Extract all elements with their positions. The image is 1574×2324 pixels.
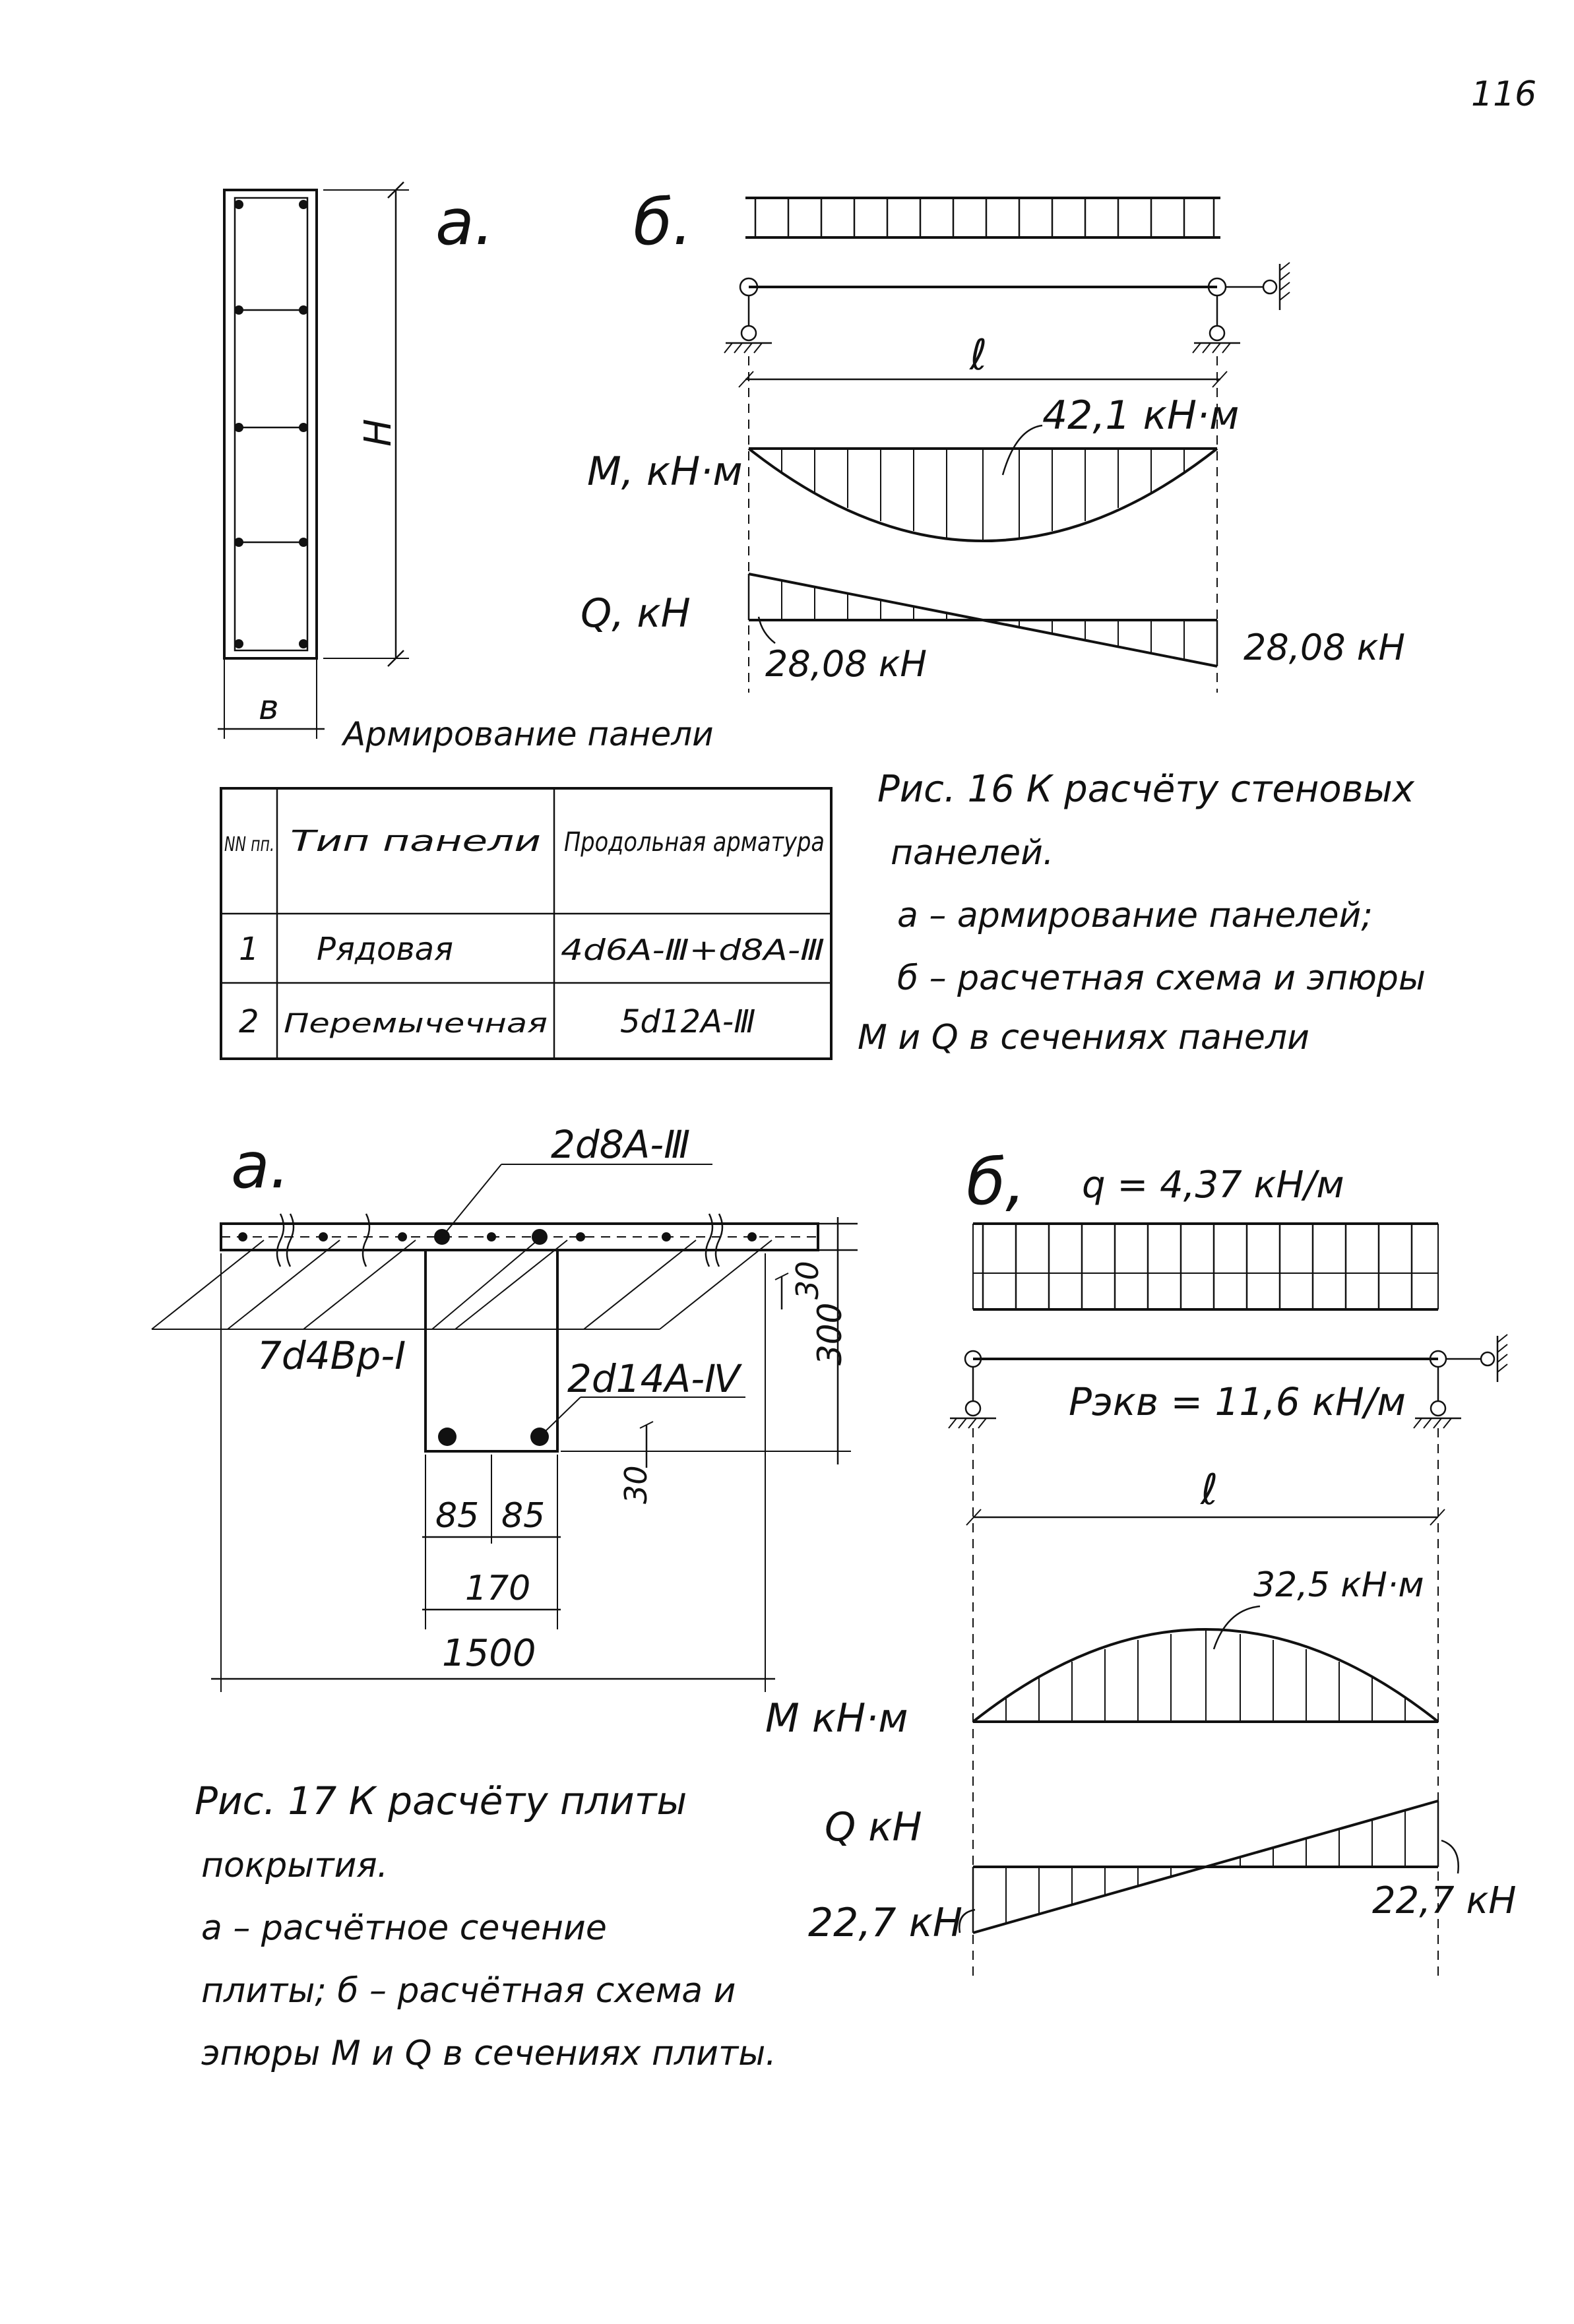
fig17-moment-diagram [973,1606,1438,1722]
fig17-dim-1500: 1500 [442,1632,536,1675]
fig16-reinforcement-caption: Армирование панели [343,715,714,753]
fig16-shear-left: 28,08 кН [765,643,927,685]
fig16-label-b: б. [633,185,693,259]
fig17-caption-line2: покрытия. [201,1846,389,1885]
fig17-shear-left: 22,7 кН [808,1900,963,1946]
fig16-moment-label: M, кН·м [587,449,743,495]
fig17-caption-line1: Рис. 17 К расчёту плиты [195,1778,687,1823]
table-row1-type: Рядовая [317,931,453,968]
fig17-slab-section [152,1164,858,1692]
table-row1-num: 1 [239,931,259,968]
fig16-shear-label: Q, кН [581,590,691,637]
fig16-panel-section [218,182,409,739]
fig16-moment-diagram [749,425,1217,541]
table-row2-type: Перемычечная [284,1009,548,1039]
fig17-caption-line4: плиты; б – расчётная схема и [201,1971,736,2011]
fig17-load-q: q = 4,37 кН/м [1082,1164,1344,1207]
fig16-caption-line5: М и Q в сечениях панели [858,1018,1309,1057]
fig16-moment-value: 42,1 кН·м [1042,393,1240,439]
fig17-caption [195,1778,776,2073]
fig17-dim-300: 300 [811,1302,849,1366]
page-number: 116 [1471,75,1537,114]
fig17-dim-30-top: 30 [790,1261,825,1300]
rebar-dots [234,200,308,648]
fig16-caption [858,768,1426,1057]
fig17-span-l: ℓ [1201,1466,1218,1515]
fig16-caption-line4: б – расчетная схема и эпюры [897,958,1426,998]
fig17-shear-label: Q кН [825,1804,922,1850]
fig17-mesh: 7d4Вр-Ⅰ [257,1333,406,1378]
fig17-dim-85a: 85 [435,1496,480,1536]
fig17-label-b: б, [966,1145,1026,1219]
fig17-distributed-load [973,1224,1438,1309]
table-header-type: Тип панели [290,825,541,858]
table-row2-rebar: 5d12A-Ⅲ [620,1003,756,1040]
fig17-shear-right: 22,7 кН [1372,1879,1517,1922]
fig17-dim-30-bottom: 30 [618,1465,654,1504]
dim-b: в [259,688,279,728]
table-header-nn: NN пп. [224,833,274,856]
fig16-caption-line2: панелей. [891,833,1054,873]
fig17-bottom-bars: 2d14A-Ⅳ [567,1356,740,1401]
dim-H: H [357,418,400,447]
fig17-moment-value: 32,5 кН·м [1253,1565,1424,1605]
fig17-caption-line5: эпюры М и Q в сечениях плиты. [201,2034,776,2073]
fig16-caption-line1: Рис. 16 К расчёту стеновых [877,768,1415,811]
fig17-load-p: Pэкв = 11,6 кН/м [1069,1379,1406,1424]
fig16-distributed-load [745,198,1220,237]
fig17-dim-85b: 85 [501,1496,546,1536]
fig16-caption-line3: а – армирование панелей; [897,896,1373,935]
fig16-beam-supports [724,263,1290,353]
fig16-shear-right: 28,08 кН [1243,627,1405,668]
fig17-moment-label: М кН·м [765,1695,908,1742]
table-header-rebar: Продольная арматура [564,827,825,858]
fig17-top-bars: 2d8A-Ⅲ [551,1122,691,1167]
table-row1-rebar: 4d6A-Ⅲ+d8A-Ⅲ [561,933,825,967]
fig16-span-l: ℓ [970,331,988,380]
fig16-label-a: а. [435,185,495,259]
fig17-label-a: а. [231,1129,290,1203]
fig17-dim-170: 170 [465,1569,531,1608]
table-row2-num: 2 [239,1003,259,1040]
fig17-caption-line3: а – расчётное сечение [201,1908,607,1948]
